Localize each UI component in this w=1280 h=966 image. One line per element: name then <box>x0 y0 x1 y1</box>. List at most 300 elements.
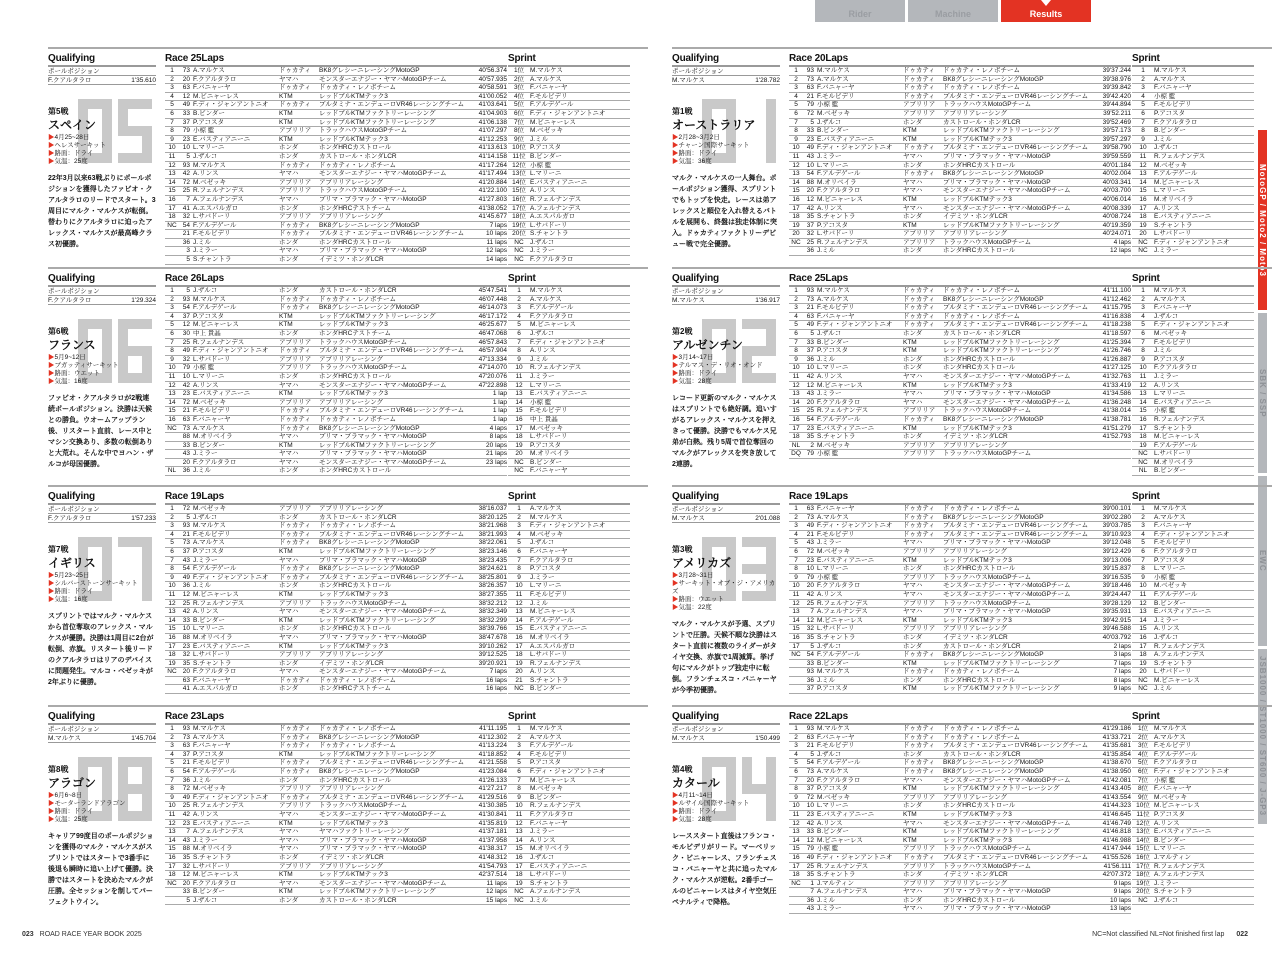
table-row <box>508 600 630 609</box>
position-cell: NC <box>1138 238 1148 246</box>
rider-cell: A.リンス <box>1154 625 1180 633</box>
table-row <box>1132 531 1254 540</box>
position-cell: 9 <box>1141 355 1145 363</box>
number-cell: 25 <box>806 599 814 607</box>
pole-label: ポールポジション <box>672 505 780 514</box>
info-line <box>672 792 780 800</box>
maker-cell: ドゥカティ <box>903 853 935 861</box>
table-row <box>1132 339 1254 348</box>
triangle-icon: ▶ <box>672 572 679 579</box>
info-text: 3月28~31日 <box>678 572 714 579</box>
number-cell: 41 <box>182 685 190 693</box>
position-cell: 17 <box>515 862 523 870</box>
position-cell <box>165 433 179 441</box>
section-tabs <box>815 0 1091 22</box>
team-cell: アプリリアレーシング <box>319 862 384 870</box>
team-cell: レッドブルKTMテック3 <box>943 424 1012 432</box>
team-cell: レッドブルKTMファクトリーレーシング <box>943 221 1060 229</box>
team-cell: レッドブルKTMファクトリーレーシング <box>319 441 436 449</box>
maker-cell: アプリリア <box>903 547 936 555</box>
qualifying-heading: Qualifying <box>48 273 156 287</box>
maker-cell: ホンダ <box>903 633 923 641</box>
team-cell: トラックハウスMotoGPチーム <box>319 127 408 135</box>
maker-cell: ドゥカティ <box>903 651 935 659</box>
maker-cell: ホンダ <box>903 118 923 126</box>
table-row <box>789 759 1131 768</box>
rider-cell: E.バスティアニーニ <box>817 135 875 143</box>
table-row <box>508 67 630 76</box>
rider-cell: F.クアルタラロ <box>530 556 574 564</box>
book-title: ROAD RACE YEAR BOOK 2025 <box>39 931 142 938</box>
rider-cell: P.アコスタ <box>1154 556 1185 564</box>
maker-cell: KTM <box>903 685 917 693</box>
table-row <box>1132 356 1254 365</box>
info-text: ヘレスサーキット <box>54 142 107 149</box>
rider-cell: M.マルケス <box>1154 505 1187 512</box>
maker-cell: ホンダ <box>279 659 299 667</box>
maker-cell: ドゥカティ <box>279 733 311 741</box>
round-label: 第1戦 <box>672 107 693 116</box>
rider-cell: A.リンス <box>530 187 556 195</box>
result-cell: 38'21.993 <box>478 530 507 538</box>
maker-cell: KTM <box>903 221 917 229</box>
maker-cell: ホンダ <box>903 364 923 372</box>
number-cell: 23 <box>182 390 190 398</box>
maker-cell: KTM <box>279 642 293 650</box>
number-cell: 93 <box>182 295 190 303</box>
position-cell: 19位 <box>1136 879 1150 887</box>
result-cell: 39'42.420 <box>1102 92 1131 100</box>
table-row <box>165 382 507 391</box>
position-cell: 14 <box>792 398 800 406</box>
position-cell: 11 <box>792 152 800 160</box>
rider-cell: F.アルデゲール <box>1154 590 1198 598</box>
rider-cell: A.フェルナンデス <box>193 195 244 203</box>
number-cell: 20 <box>806 776 814 784</box>
maker-cell: ホンダ <box>903 896 923 904</box>
table-row <box>165 820 507 829</box>
maker-cell: ドゥカティ <box>279 539 311 547</box>
result-cell: 38'23.435 <box>478 556 507 564</box>
rider-cell: M.マルケス <box>817 725 850 732</box>
rider-cell: P.アコスタ <box>1154 810 1185 818</box>
sprint-table <box>508 711 630 905</box>
number-cell: 23 <box>806 135 814 143</box>
number-cell: 12 <box>182 871 190 879</box>
number-cell: 33 <box>182 616 190 624</box>
rider-cell: B.ビンダー <box>193 888 225 896</box>
rider-cell: J.ミラー <box>530 372 555 380</box>
rider-cell: L.サバドーリ <box>530 433 568 441</box>
side-tab-ewc[interactable]: EWC <box>1258 476 1267 646</box>
number-cell: 72 <box>182 398 190 406</box>
table-row <box>165 751 507 760</box>
position-cell: 4位 <box>1137 750 1149 758</box>
result-cell: 39'35.931 <box>1102 608 1131 616</box>
info-line <box>672 158 780 166</box>
table-row <box>508 187 630 196</box>
pole-label: ポールポジション <box>672 67 780 76</box>
rider-cell: S.チャントラ <box>193 256 232 264</box>
table-row <box>1132 871 1254 880</box>
result-cell: 38'39.766 <box>478 625 507 633</box>
maker-cell: ドゥカティ <box>279 676 311 684</box>
race-table <box>789 53 1131 256</box>
rider-cell: B.ビンダー <box>193 616 225 624</box>
maker-cell: ドゥカティ <box>903 67 935 74</box>
result-cell: 39'52.469 <box>1102 118 1131 126</box>
sprint-table <box>508 491 630 694</box>
position-cell: 4 <box>794 312 798 320</box>
table-row <box>789 651 1131 660</box>
rider-cell: M.ビニャーレス <box>817 381 863 389</box>
rider-cell: J.ミラー <box>193 556 218 564</box>
rider-cell: A.エスパルガロ <box>530 642 576 650</box>
position-cell: 5 <box>170 321 174 329</box>
rider-cell: J.ミラー <box>193 836 218 844</box>
table-row <box>508 863 630 872</box>
team-cell: ドゥカティ・レノボチーム <box>319 725 397 732</box>
table-row <box>165 187 507 196</box>
maker-cell: KTM <box>279 888 293 896</box>
position-cell: 1 <box>794 505 798 512</box>
team-cell: BK8グレシーニレーシングMotoGP <box>319 304 420 312</box>
table-row <box>1132 382 1254 391</box>
team-cell: BK8グレシーニレーシングMotoGP <box>319 221 420 229</box>
result-cell: 46'07.448 <box>478 295 507 303</box>
result-cell: 41'48.312 <box>478 853 507 861</box>
table-row <box>165 153 507 162</box>
table-row <box>165 557 507 566</box>
race-heading: Race 25Laps <box>165 53 507 67</box>
team-cell: アプリリアレーシング <box>943 879 1008 887</box>
rider-cell: L.マリーニ <box>1154 187 1186 195</box>
rider-cell: A.マルケス <box>193 67 225 74</box>
rider-cell: A.マルケス <box>817 513 849 521</box>
table-row <box>508 768 630 777</box>
team-cell: ドゥカティ・レノボチーム <box>943 733 1021 741</box>
rider-cell: 小椋 藍 <box>817 450 839 458</box>
table-row <box>789 356 1131 365</box>
table-row <box>165 505 507 514</box>
maker-cell: ドゥカティ <box>903 312 935 320</box>
number-cell: 5 <box>810 329 814 337</box>
rider-cell: M.オリベイラ <box>1154 458 1194 466</box>
rider-cell: M.ビニャーレス <box>1154 676 1200 684</box>
team-cell: モンスターエナジー・ヤマハMotoGPチーム <box>943 398 1071 406</box>
position-cell: 2 <box>517 295 521 303</box>
maker-cell: ヤマハ <box>903 398 923 406</box>
result-cell: 41'17.494 <box>478 170 507 178</box>
table-row <box>1132 179 1254 188</box>
side-tab-jsb[interactable]: JSB1000 / ST1000 / ST600 / J-GP3 <box>1258 649 1267 824</box>
result-cell: 39'46.588 <box>1102 625 1131 633</box>
table-row <box>789 837 1131 846</box>
result-cell: 41'46.988 <box>1102 836 1131 844</box>
rider-cell: R.フェルナンデス <box>817 862 869 870</box>
position-cell: 2 <box>170 733 174 741</box>
side-tab-motogp[interactable]: MotoGP / Moto2 / Moto3 <box>1258 130 1267 310</box>
table-row <box>508 153 630 162</box>
pole-time: 1'50.499 <box>755 735 780 742</box>
info-text: テルマス・デ・リオ・オンド <box>678 362 763 369</box>
result-cell: 38'26.357 <box>478 582 507 590</box>
team-cell: トラックハウスMotoGPチーム <box>319 338 408 346</box>
result-cell: 4 laps <box>1113 238 1131 246</box>
result-cell: 41'18.238 <box>1102 321 1131 329</box>
rider-cell: J.ミル <box>193 467 212 475</box>
tab-rider[interactable]: Rider <box>815 0 905 22</box>
position-cell: 18 <box>168 651 176 659</box>
triangle-icon: ▶ <box>672 808 679 815</box>
number-cell: 49 <box>806 321 814 329</box>
rider-cell: F.バニャーヤ <box>530 84 568 92</box>
table-row <box>789 287 1131 296</box>
number-cell: 5 <box>810 642 814 650</box>
tab-machine[interactable]: Machine <box>908 0 998 22</box>
position-cell: 10 <box>792 144 800 152</box>
result-cell: 8 laps <box>489 433 507 441</box>
table-row <box>789 725 1131 734</box>
table-row <box>508 660 630 669</box>
table-row <box>508 802 630 811</box>
position-cell: 6 <box>794 329 798 337</box>
rider-cell: 小椋 藍 <box>1154 573 1176 581</box>
table-row <box>165 407 507 416</box>
number-cell: 5 <box>186 513 190 521</box>
rider-cell: F.バニャーヤ <box>1154 304 1192 312</box>
position-cell: 4位 <box>513 92 525 100</box>
rider-cell: S.チャントラ <box>1154 659 1193 667</box>
result-cell: 39'37.244 <box>1102 67 1131 74</box>
rider-cell: F.クアルタラロ <box>193 668 237 676</box>
maker-cell: ドゥカティ <box>903 742 935 750</box>
position-cell: 9 <box>170 573 174 581</box>
position-cell: 11 <box>168 810 176 818</box>
position-cell: 7位 <box>513 118 525 126</box>
position-cell: 2位 <box>1137 733 1149 741</box>
number-cell: 42 <box>182 810 190 818</box>
table-row <box>789 222 1131 231</box>
position-cell: 7 <box>517 776 521 784</box>
position-cell: 17 <box>168 204 176 212</box>
number-cell: 20 <box>806 398 814 406</box>
tab-results[interactable]: Results <box>1001 0 1091 22</box>
rider-cell: A.リンス <box>530 347 556 355</box>
team-cell: レッドブルKTMテック3 <box>319 321 388 329</box>
rider-cell: B.ビンダー <box>193 109 225 117</box>
result-cell: 12 laps <box>1110 247 1131 255</box>
rider-cell: 小椋 藍 <box>530 398 552 406</box>
qualifying-heading: Qualifying <box>672 711 780 725</box>
pole-result <box>672 734 780 743</box>
position-cell: 3 <box>517 522 521 530</box>
number-cell: 10 <box>806 802 814 810</box>
triangle-icon: ▶ <box>48 580 55 587</box>
rider-cell: A.リンス <box>193 381 219 389</box>
table-row <box>508 880 630 889</box>
position-cell: 14 <box>168 616 176 624</box>
result-cell: 40'08.724 <box>1102 213 1131 221</box>
table-row <box>789 802 1131 811</box>
rider-cell: M.マルケス <box>1154 67 1187 74</box>
position-cell: NC <box>514 896 524 904</box>
info-line <box>672 378 780 386</box>
race-table <box>789 273 1131 459</box>
team-cell: カストロール・ホンダLCR <box>319 896 397 904</box>
position-cell: NC <box>514 256 524 264</box>
maker-cell: KTM <box>903 828 917 836</box>
info-line <box>672 800 780 808</box>
position-cell: 16 <box>168 633 176 641</box>
maker-cell: KTM <box>903 785 917 793</box>
rider-cell: B.ビンダー <box>530 793 562 801</box>
maker-cell: ドゥカティ <box>903 75 935 83</box>
round-info <box>672 572 780 612</box>
team-cell: レッドブルKTMテック3 <box>943 381 1012 389</box>
table-row <box>789 660 1131 669</box>
position-cell: 16 <box>1139 195 1147 203</box>
info-line <box>672 142 780 150</box>
rider-cell: F.クアルタラロ <box>1154 547 1198 555</box>
table-row <box>508 759 630 768</box>
table-row <box>1132 330 1254 339</box>
info-line <box>48 354 156 362</box>
number-cell: 54 <box>182 767 190 775</box>
number-cell: 42 <box>182 608 190 616</box>
rider-cell: L.サバドーリ <box>817 230 855 238</box>
table-row <box>1132 643 1254 652</box>
table-row <box>165 304 507 313</box>
maker-cell: ドゥカティ <box>903 513 935 521</box>
team-cell: アプリリアレーシング <box>943 793 1008 801</box>
maker-cell: KTM <box>903 127 917 135</box>
position-cell: 8位 <box>1137 785 1149 793</box>
round-label: 第3戦 <box>672 545 693 554</box>
position-cell: 10位 <box>1136 802 1150 810</box>
sprint-table <box>1132 711 1254 905</box>
number-cell: 41 <box>182 204 190 212</box>
result-cell: 11 laps <box>486 879 507 887</box>
maker-cell: KTM <box>903 424 917 432</box>
rider-cell: A.マルケス <box>193 733 225 741</box>
table-row <box>508 668 630 677</box>
maker-cell: アプリリア <box>279 213 312 221</box>
maker-cell: ホンダ <box>903 355 923 363</box>
table-row <box>165 785 507 794</box>
number-cell: 88 <box>806 178 814 186</box>
rider-cell: E.バスティアニーニ <box>1154 398 1212 406</box>
rider-cell: M.オリベイラ <box>530 845 570 853</box>
table-row <box>1132 785 1254 794</box>
number-cell: 21 <box>806 304 814 312</box>
maker-cell: ホンダ <box>279 238 299 246</box>
maker-cell: ヤマハ <box>903 608 923 616</box>
triangle-icon: ▶ <box>672 792 679 799</box>
table-row <box>1132 608 1254 617</box>
number-cell: 36 <box>806 247 814 255</box>
team-cell: レッドブルKTMファクトリーレーシング <box>943 127 1060 135</box>
position-cell <box>165 256 179 264</box>
team-cell: ヤマハファクトリーレーシング <box>319 828 410 836</box>
result-cell <box>1093 442 1131 450</box>
side-tab-sbk[interactable]: SBK / SSP <box>1258 313 1267 473</box>
result-cell: 41'17.264 <box>478 161 507 169</box>
table-row <box>1132 347 1254 356</box>
table-row <box>508 119 630 128</box>
table-row <box>165 548 507 557</box>
position-cell: 1 <box>1141 505 1145 512</box>
info-text: 気温：16度 <box>54 596 88 603</box>
table-row <box>165 531 507 540</box>
pole-label: ポールポジション <box>48 725 156 734</box>
rider-cell: F.バニャーヤ <box>530 547 568 555</box>
team-cell: プリマ・プラマック・ヤマハMotoGP <box>943 905 1051 913</box>
result-cell: 15 laps <box>486 896 507 904</box>
rider-cell: A.マルケス <box>530 75 562 83</box>
rider-cell: L.サバドーリ <box>193 355 231 363</box>
rider-cell: 小椋 藍 <box>1154 92 1176 100</box>
table-row <box>789 390 1131 399</box>
table-row <box>1132 101 1254 110</box>
number-cell: 35 <box>182 659 190 667</box>
pole-result <box>48 734 156 743</box>
maker-cell: ホンダ <box>279 144 299 152</box>
rider-cell: P.アコスタ <box>817 221 848 229</box>
table-row <box>165 625 507 634</box>
pole-time: 1'57.233 <box>131 515 156 522</box>
table-row <box>789 170 1131 179</box>
triangle-icon: ▶ <box>672 362 679 369</box>
rider-cell: 中上 貴晶 <box>530 415 558 423</box>
position-cell: 14 <box>515 398 523 406</box>
round-block <box>672 485 1272 700</box>
table-row <box>165 373 507 382</box>
position-cell: 18 <box>1139 213 1147 221</box>
rider-cell: P.アコスタ <box>530 565 561 573</box>
table-row <box>165 127 507 136</box>
position-cell: 2 <box>794 295 798 303</box>
rider-cell: A.マルケス <box>530 295 562 303</box>
rider-cell: A.リンス <box>193 810 219 818</box>
pole-rider: M.マルケス <box>48 735 81 742</box>
table-row <box>789 751 1131 760</box>
team-cell: プルタミナ・エンデューロVR46レーシングチーム <box>319 573 465 581</box>
table-row <box>789 330 1131 339</box>
triangle-icon: ▶ <box>48 596 55 603</box>
maker-cell: アプリリア <box>279 785 312 793</box>
position-cell: 9位 <box>513 135 525 143</box>
position-cell: NC <box>167 221 177 229</box>
table-row <box>1132 845 1254 854</box>
table-row <box>165 364 507 373</box>
position-cell: 8 <box>170 347 174 355</box>
team-cell: ホンダHRCテストチーム <box>319 685 392 693</box>
table-row <box>1132 433 1254 442</box>
table-row <box>1132 777 1254 786</box>
position-cell: NL <box>1138 467 1148 475</box>
result-cell: 39'10.923 <box>1102 530 1131 538</box>
rider-cell: F.アルデゲール <box>530 101 574 109</box>
position-cell: 2 <box>1141 75 1145 83</box>
triangle-icon: ▶ <box>672 354 679 361</box>
table-row <box>1132 742 1254 751</box>
team-cell: レッドブルKTMテック3 <box>943 836 1012 844</box>
position-cell: 8 <box>170 127 174 135</box>
rider-cell: F.モルビデリ <box>817 530 855 538</box>
position-cell: 19 <box>515 441 523 449</box>
table-row <box>1132 93 1254 102</box>
